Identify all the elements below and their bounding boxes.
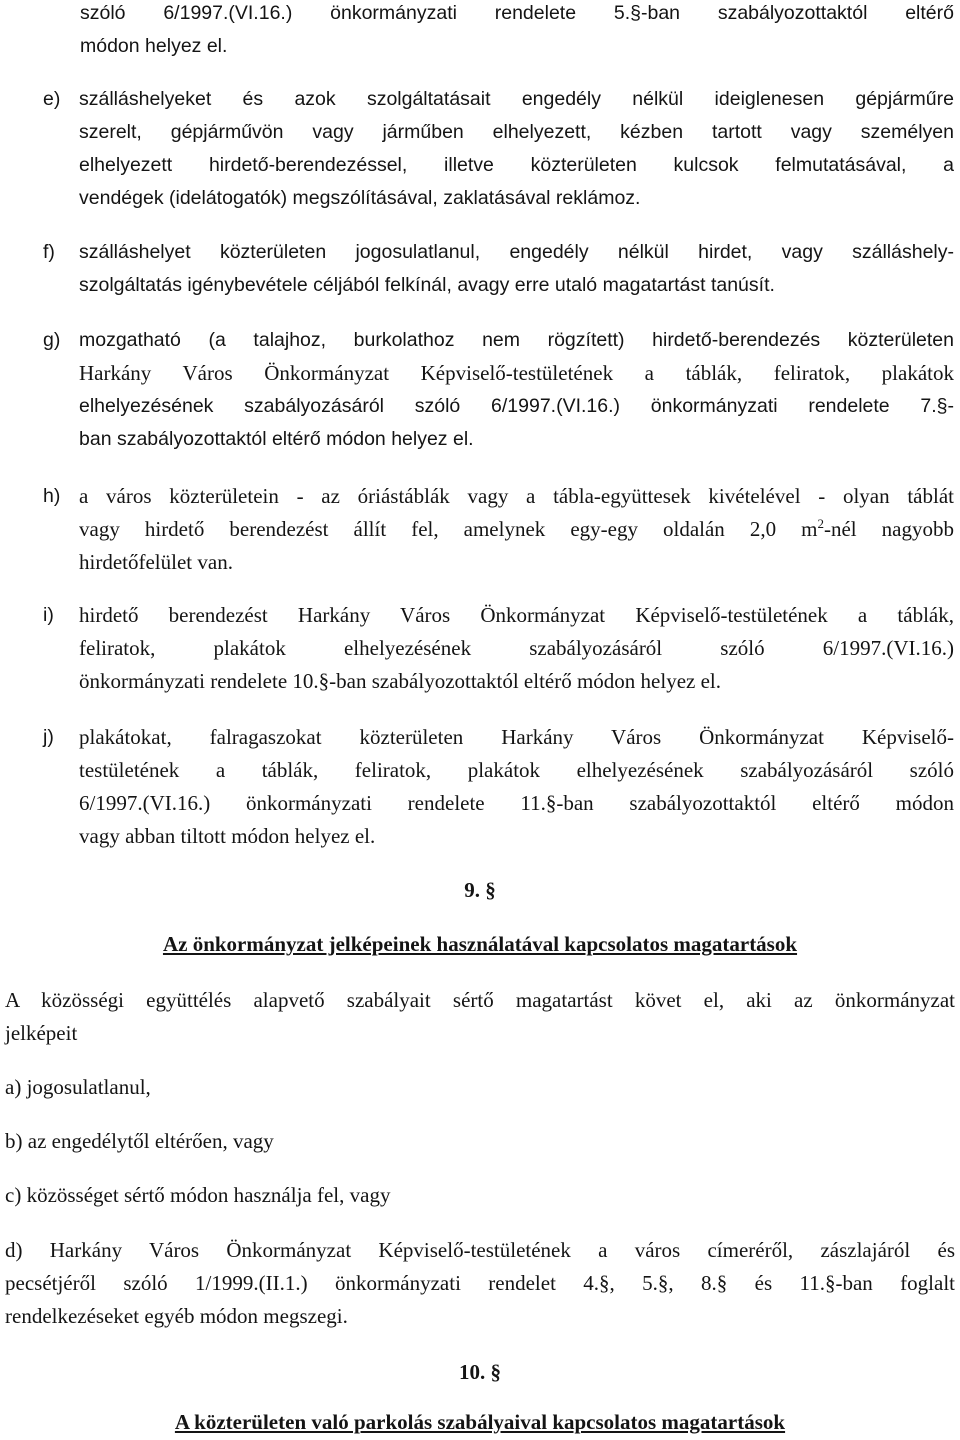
- text-line: vagy abban tiltott módon helyez el.: [79, 824, 376, 848]
- list-marker-j: j): [43, 726, 54, 748]
- text-line: rendelkezéseket egyéb módon megszegi.: [5, 1304, 348, 1328]
- text-line: Harkány Város Önkormányzat Képviselő-testületének a táblák, feliratok, plakátok: [79, 361, 954, 385]
- list-marker-i: i): [43, 604, 54, 626]
- text-line: szóló 6/1997.(VI.16.) önkormányzati rendelete 5.§-ban szabályozottaktól eltérő: [80, 2, 954, 24]
- text-line: szálláshelyet közterületen jogosulatlanul, engedély nélkül hirdet, vagy szálláshely-: [79, 241, 954, 263]
- list-item-i: [79, 599, 954, 698]
- list-item-j: [79, 721, 954, 853]
- list-item-g: [79, 324, 954, 456]
- text-line: elhelyezésének szabályozásáról szóló 6/1997.(VI.16.) önkormányzati rendelete 7.§-: [79, 395, 954, 417]
- section-9-item-a: a) jogosulatlanul,: [5, 1075, 151, 1099]
- text-fragment: vagy hirdető berendezést állít fel, amelynek egy-egy oldalán 2,0 m: [79, 517, 818, 541]
- text-line: d) Harkány Város Önkormányzat Képviselő-testületének a város címeréről, zászlajáról és: [5, 1238, 955, 1262]
- text-line: vendégek (idelátogatók) megszólításával, zaklatásával reklámoz.: [79, 187, 641, 209]
- section-title-9: Az önkormányzat jelképeinek használatával kapcsolatos magatartások: [162, 932, 798, 956]
- text-line: önkormányzati rendelete 10.§-ban szabályozottaktól eltérő módon helyez el.: [79, 669, 722, 693]
- text-line: ban szabályozottaktól eltérő módon helyez el.: [79, 428, 474, 450]
- list-item-f: [79, 236, 954, 302]
- text-line: szerelt, gépjárművön vagy járműben elhelyezett, kézben tartott vagy személyen: [79, 121, 954, 143]
- text-line: testületének a táblák, feliratok, plakátok elhelyezésének szabályozásáról szóló: [79, 758, 954, 782]
- section-number-10: 10. §: [459, 1360, 501, 1384]
- section-9-intro: [5, 984, 955, 1050]
- list-item-e: [79, 83, 954, 215]
- section-number-9: 9. §: [464, 878, 496, 902]
- list-marker-e: e): [43, 88, 61, 110]
- text-line: feliratok, plakátok elhelyezésének szabályozásáról szóló 6/1997.(VI.16.): [79, 636, 954, 660]
- text-line: A közösségi együttélés alapvető szabályait sértő magatartást követ el, aki az önkormányzat: [5, 988, 955, 1012]
- list-marker-f: f): [43, 241, 55, 263]
- text-line: a város közterületein - az óriástáblák vagy a tábla-együttesek kivételével - olyan táblát: [79, 484, 954, 508]
- continuation-paragraph: [80, 0, 954, 63]
- list-marker-h: h): [43, 485, 61, 507]
- text-line: [79, 513, 954, 546]
- list-item-h: [79, 480, 954, 579]
- section-9-item-c: c) közösséget sértő módon használja fel, vagy: [5, 1183, 391, 1207]
- text-line: pecsétjéről szóló 1/1999.(II.1.) önkormányzati rendelet 4.§, 5.§, 8.§ és 11.§-ban foglalt: [5, 1271, 955, 1295]
- text-line: szolgáltatás igénybevétele céljából felkínál, avagy erre utaló magatartást tanúsít.: [79, 274, 775, 296]
- superscript: 2: [817, 516, 824, 531]
- text-line: jelképeit: [5, 1021, 78, 1045]
- text-line: elhelyezett hirdető-berendezéssel, illetve közterületen kulcsok felmutatásával, a: [79, 154, 954, 176]
- text-fragment: -nél nagyobb: [823, 517, 954, 541]
- section-title-10: A közterületen való parkolás szabályaival kapcsolatos magatartások: [174, 1410, 786, 1434]
- text-line: szálláshelyeket és azok szolgáltatásait engedély nélkül ideiglenesen gépjárműre: [79, 88, 954, 110]
- text-line: mozgatható (a talajhoz, burkolathoz nem rögzített) hirdető-berendezés közterületen: [79, 329, 954, 351]
- list-marker-g: g): [43, 329, 61, 351]
- text-line: hirdető berendezést Harkány Város Önkormányzat Képviselő-testületének a táblák,: [79, 603, 954, 627]
- text-line: plakátokat, falragaszokat közterületen Harkány Város Önkormányzat Képviselő-: [79, 725, 954, 749]
- text-line: hirdetőfelület van.: [79, 550, 233, 574]
- section-9-item-b: b) az engedélytől eltérően, vagy: [5, 1129, 274, 1153]
- text-line: 6/1997.(VI.16.) önkormányzati rendelete 11.§-ban szabályozottaktól eltérő módon: [79, 791, 954, 815]
- section-9-item-d: [5, 1234, 955, 1333]
- text-line: módon helyez el.: [80, 35, 228, 57]
